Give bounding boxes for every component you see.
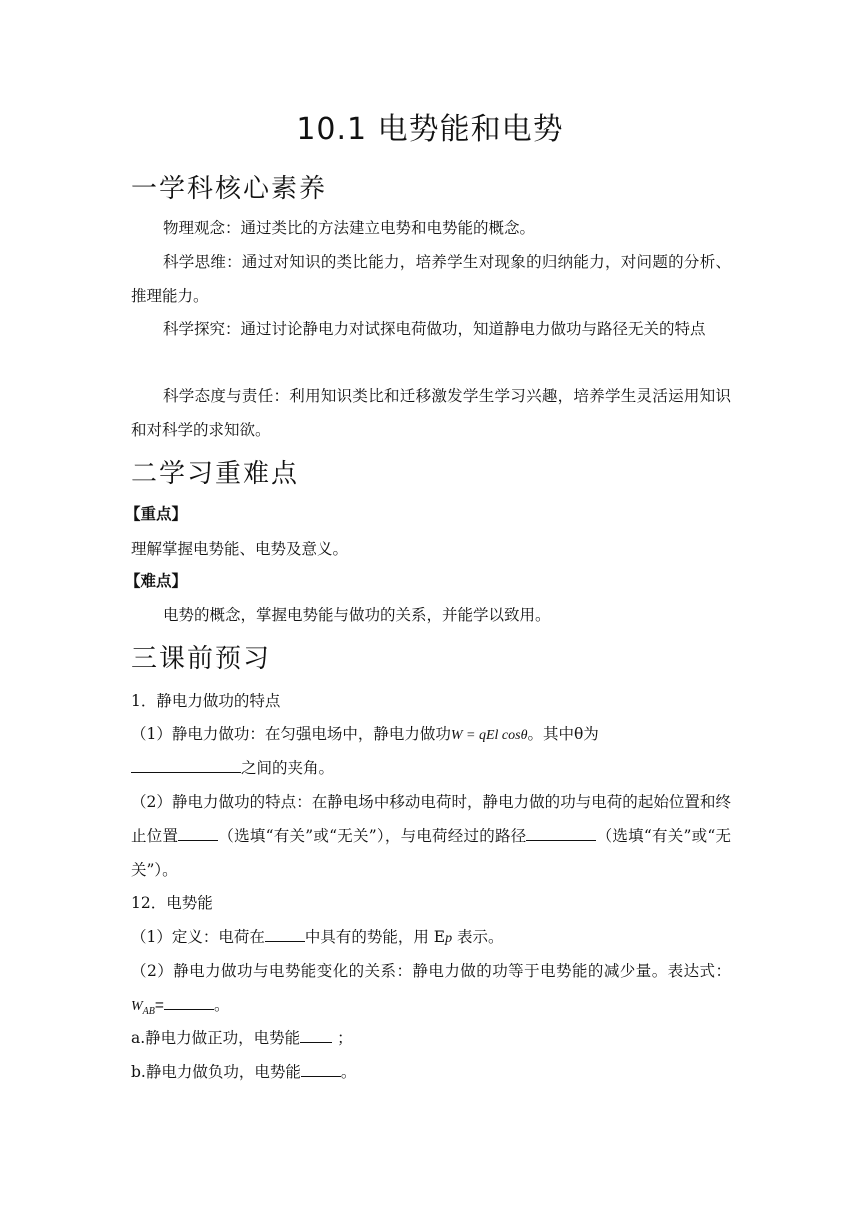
question-1-1-text-b: 。其中θ为 [527,725,599,743]
paragraph-physics-concept: 物理观念：通过类比的方法建立电势和电势能的概念。 [163,219,536,237]
question-2-1-text-a: （1）定义：电荷在 [131,928,265,946]
question-2-title: 12．电势能 [131,894,213,912]
question-a-text: a.静电力做正功，电势能 [131,1029,301,1047]
question-b [131,1055,731,1089]
answer-blank-expression[interactable] [164,995,214,1010]
difficult-point-label: 【难点】 [125,572,188,590]
answer-blank-field[interactable] [265,927,305,942]
work-formula: W = qEl cosθ [450,728,528,743]
paragraph-scientific-thinking: 科学思维：通过对知识的类比能力，培养学生对现象的归纳能力，对问题的分析、推理能力。 [131,253,731,305]
key-point-label: 【重点】 [125,505,188,523]
question-1-title: 1．静电力做功的特点 [131,692,281,710]
answer-blank-negative-work[interactable] [301,1062,341,1077]
difficult-point-text: 电势的概念，掌握电势能与做功的关系，并能学以致用。 [163,606,551,624]
question-a-end: ； [332,1029,353,1047]
question-2-2-text-c: 。 [213,996,230,1014]
question-a [131,1021,731,1055]
paragraph-scientific-attitude: 科学态度与责任：利用知识类比和迁移激发学生学习兴趣，培养学生灵活运用知识和对科学的求知欲。 [131,387,731,439]
question-2-2 [131,954,731,1029]
question-b-end: 。 [340,1063,357,1081]
question-1-2-text-b: （选填“有关”或“无关”），与电荷经过的路径 [218,827,527,845]
section-heading-key-difficult: 二学习重难点 [131,459,300,489]
question-2-2-text-a: （2）静电力做功与电势能变化的关系：静电力做的功等于电势能的减少量。表达式： [131,962,731,980]
page-title: 10.1 电势能和电势 [296,112,564,147]
key-point-text: 理解掌握电势能、电势及意义。 [131,540,349,558]
answer-blank-position[interactable] [178,826,218,841]
question-1-1-text-a: （1）静电力做功：在匀强电场中，静电力做功 [131,725,451,743]
work-ab-subscript: AB [142,1006,155,1018]
equals-sign: = [154,997,164,1014]
question-b-text: b.静电力做负功，电势能 [131,1063,301,1081]
answer-blank-angle[interactable] [131,758,241,773]
section-heading-preview: 三课前预习 [131,644,272,674]
question-2-1-text-c: 表示。 [452,928,504,946]
question-1-2-text-a: （2）静电力做功的特点：在静电场中移动电荷时，静电力做的功与电荷的起始位置和终止位置 [131,793,731,845]
question-1-1-cont [131,751,731,785]
answer-blank-positive-work[interactable] [300,1028,332,1043]
question-2-1 [131,920,731,956]
question-1-2 [131,785,731,887]
paragraph-scientific-inquiry: 科学探究：通过讨论静电力对试探电荷做功，知道静电力做功与路径无关的特点 [163,320,706,338]
section-heading-core-literacy: 一学科核心素养 [131,174,328,204]
question-1-2-text-c: （选填“有关”或“无关”）。 [131,827,731,879]
ep-subscript: p [445,931,453,946]
question-2-1-text-b: 中具有的势能，用 E [304,928,446,946]
question-1-1 [131,717,731,753]
question-1-1-text-c: 之间的夹角。 [241,759,335,777]
work-ab-symbol: W [131,999,143,1014]
answer-blank-path[interactable] [526,826,596,841]
